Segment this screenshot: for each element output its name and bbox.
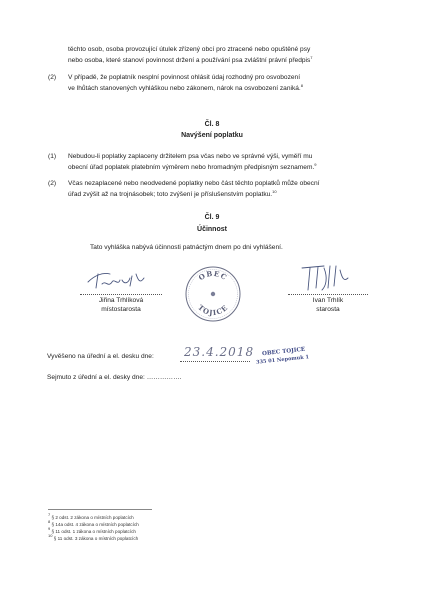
- article-9-text: Tato vyhláška nabývá účinnosti patnáctým dnem po dni vyhlášení.: [90, 244, 283, 251]
- footnote-rule: [48, 509, 152, 510]
- article-9-number: Čl. 9: [204, 214, 220, 221]
- article-8-p2-line-1: Včas nezaplacené nebo neodvedené poplatky nebo část těchto poplatků může obecní: [68, 180, 320, 187]
- left-signer-role: místostarosta: [101, 306, 141, 313]
- removed-date-dots: …………….: [146, 374, 182, 381]
- left-signature-line: [80, 294, 162, 295]
- article-8-number: Čl. 8: [204, 121, 220, 128]
- footnote-ref: 8: [300, 83, 303, 88]
- posted-date-line: [180, 361, 250, 362]
- article-8-p1-line-1: Nebudou-li poplatky zaplaceny držitelem psa včas nebo ve správné výši, vyměří mu: [68, 153, 313, 160]
- posted-date: 23.4.2018: [184, 345, 255, 359]
- footnote-ref: 10: [272, 189, 277, 194]
- right-signer-role: starosta: [316, 306, 340, 313]
- right-signer-name: Ivan Trhlík: [312, 297, 344, 304]
- posted-label: Vyvěšeno na úřední a el. desku dne:: [47, 353, 154, 360]
- footnote-ref: 9: [314, 162, 317, 167]
- right-signature: [296, 262, 356, 294]
- left-signature: [84, 266, 154, 294]
- article-8-p2-line-2: úřad zvýšit až na trojnásobek; toto zvýšení je příslušenstvím poplatku.$^{10}$: [68, 189, 277, 198]
- footnote-ref: 7: [310, 55, 313, 60]
- footnote: $^8$ § 14a odst. 4 zákona o místních poplatcích: [48, 519, 139, 527]
- round-seal: [183, 264, 243, 324]
- footnote: $^{10}$ § 11 odst. 3 zákona o místních poplatcích: [48, 533, 139, 541]
- article-9-title: Účinnost: [197, 226, 227, 233]
- office-stamp-line-2: 335 01 Nepomuk 1: [255, 354, 310, 366]
- paragraph-number: (1): [48, 153, 57, 160]
- paragraph-number: (2): [48, 74, 57, 81]
- paragraph-2-line-1: V případě, že poplatník nesplní povinnost ohlásit údaj rozhodný pro osvobození: [68, 74, 301, 81]
- article-8-title: Navýšení poplatku: [181, 132, 243, 139]
- removed-label: Sejmuto z úřední a el. desky dne: …………….: [47, 374, 182, 381]
- continuation-line-1: těchto osob, osoba provozující útulek zřízený obcí pro ztracené nebo opuštěné psy: [68, 46, 311, 53]
- svg-text:OBEC: OBEC: [196, 268, 230, 283]
- article-8-p1-line-2: obecní úřad poplatek platebním výměrem nebo hromadným předpisným seznamem.$^9$: [68, 162, 317, 171]
- right-signature-line: [288, 294, 368, 295]
- svg-text:TOJICE: TOJICE: [196, 302, 230, 318]
- office-stamp-line-1: OBEC TOJICE: [261, 346, 306, 358]
- paragraph-2-line-2: ve lhůtách stanovených vyhláškou nebo zákonem, nárok na osvobození zaniká.$^8$: [68, 83, 303, 92]
- continuation-line-2: nebo osoba, které stanoví povinnost držení a používání psa zvláštní právní předpis$^7$: [68, 55, 313, 64]
- footnote: $^9$ § 11 odst. 1 zákona o místních poplatcích: [48, 526, 136, 534]
- left-signer-name: Jiřina Trhlíková: [98, 297, 144, 304]
- footnote: $^7$ § 2 odst. 2 zákona o místních poplatcích: [48, 512, 134, 520]
- paragraph-number: (2): [48, 180, 57, 187]
